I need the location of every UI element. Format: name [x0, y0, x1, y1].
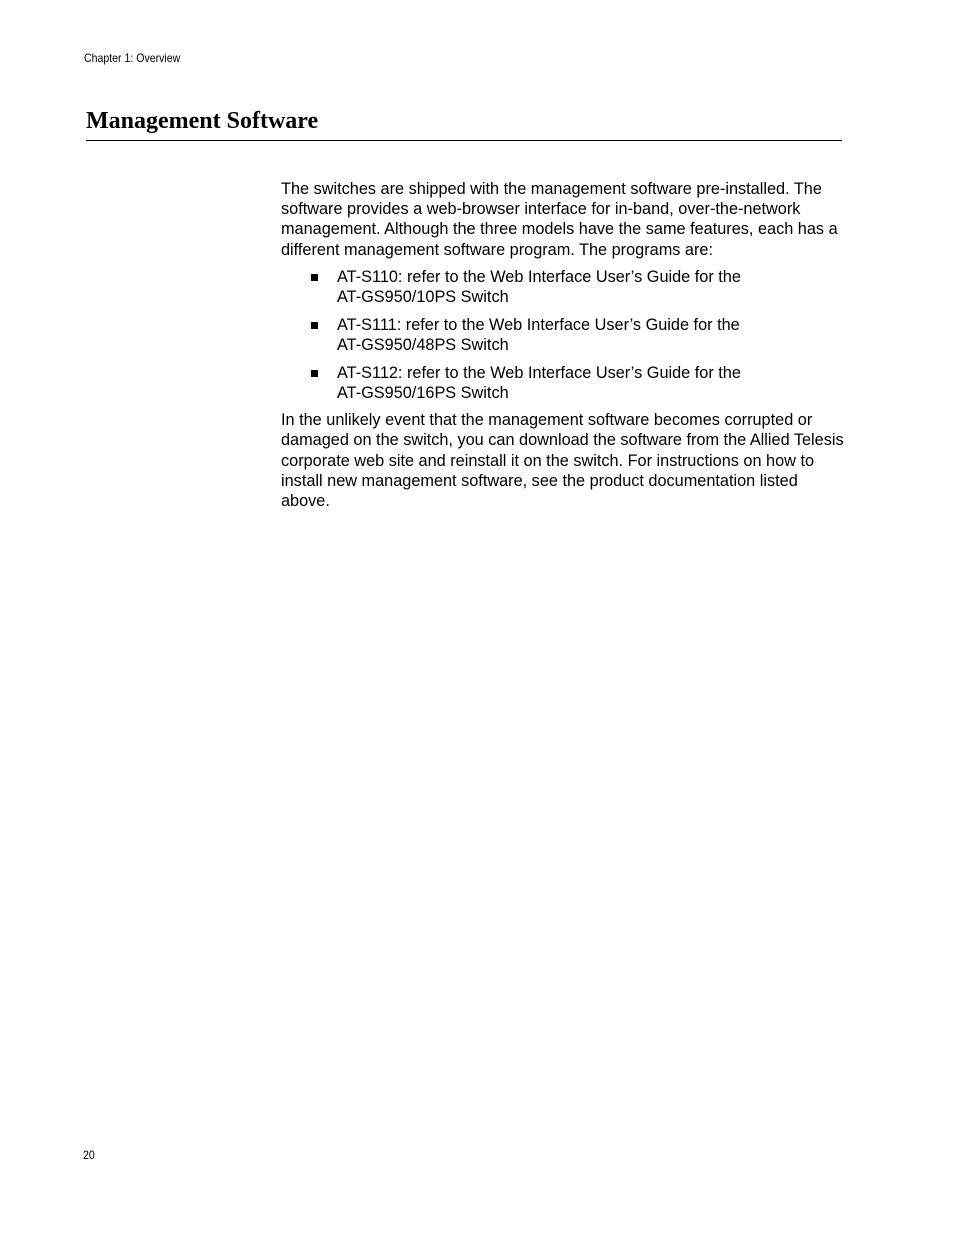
- section-body: [281, 179, 846, 511]
- list-item: [281, 315, 846, 355]
- square-bullet-icon: [311, 274, 318, 281]
- list-item: [281, 363, 846, 403]
- list-item-line: AT-S111: refer to the Web Interface User’s Guide for the: [337, 315, 740, 334]
- list-item-line: AT-S112: refer to the Web Interface User’s Guide for the: [337, 363, 741, 382]
- list-item-line: AT-GS950/10PS Switch: [337, 288, 509, 307]
- list-item-line: AT-S110: refer to the Web Interface User’s Guide for the: [337, 267, 741, 286]
- square-bullet-icon: [311, 322, 318, 329]
- running-header: Chapter 1: Overview: [84, 51, 181, 65]
- closing-paragraph: In the unlikely event that the management software becomes corrupted or damaged on the switch, you can download the software from the Allied Telesis corporate web site and reinstall it on the switch. For instructions on how to install new management software, see the product documentation listed above.: [281, 411, 844, 511]
- list-item: [281, 267, 846, 307]
- title-rule: [86, 140, 842, 141]
- list-item-line: AT-GS950/16PS Switch: [337, 384, 509, 403]
- page-number: 20: [83, 1148, 95, 1162]
- intro-paragraph: The switches are shipped with the management software pre-installed. The software provides a web-browser interface for in-band, over-the-network management. Although the three models have the same features, each has a different management software program. The programs are:: [281, 180, 838, 259]
- square-bullet-icon: [311, 370, 318, 377]
- section-title: Management Software: [86, 108, 319, 134]
- list-item-line: AT-GS950/48PS Switch: [337, 336, 509, 355]
- program-list: [281, 267, 846, 403]
